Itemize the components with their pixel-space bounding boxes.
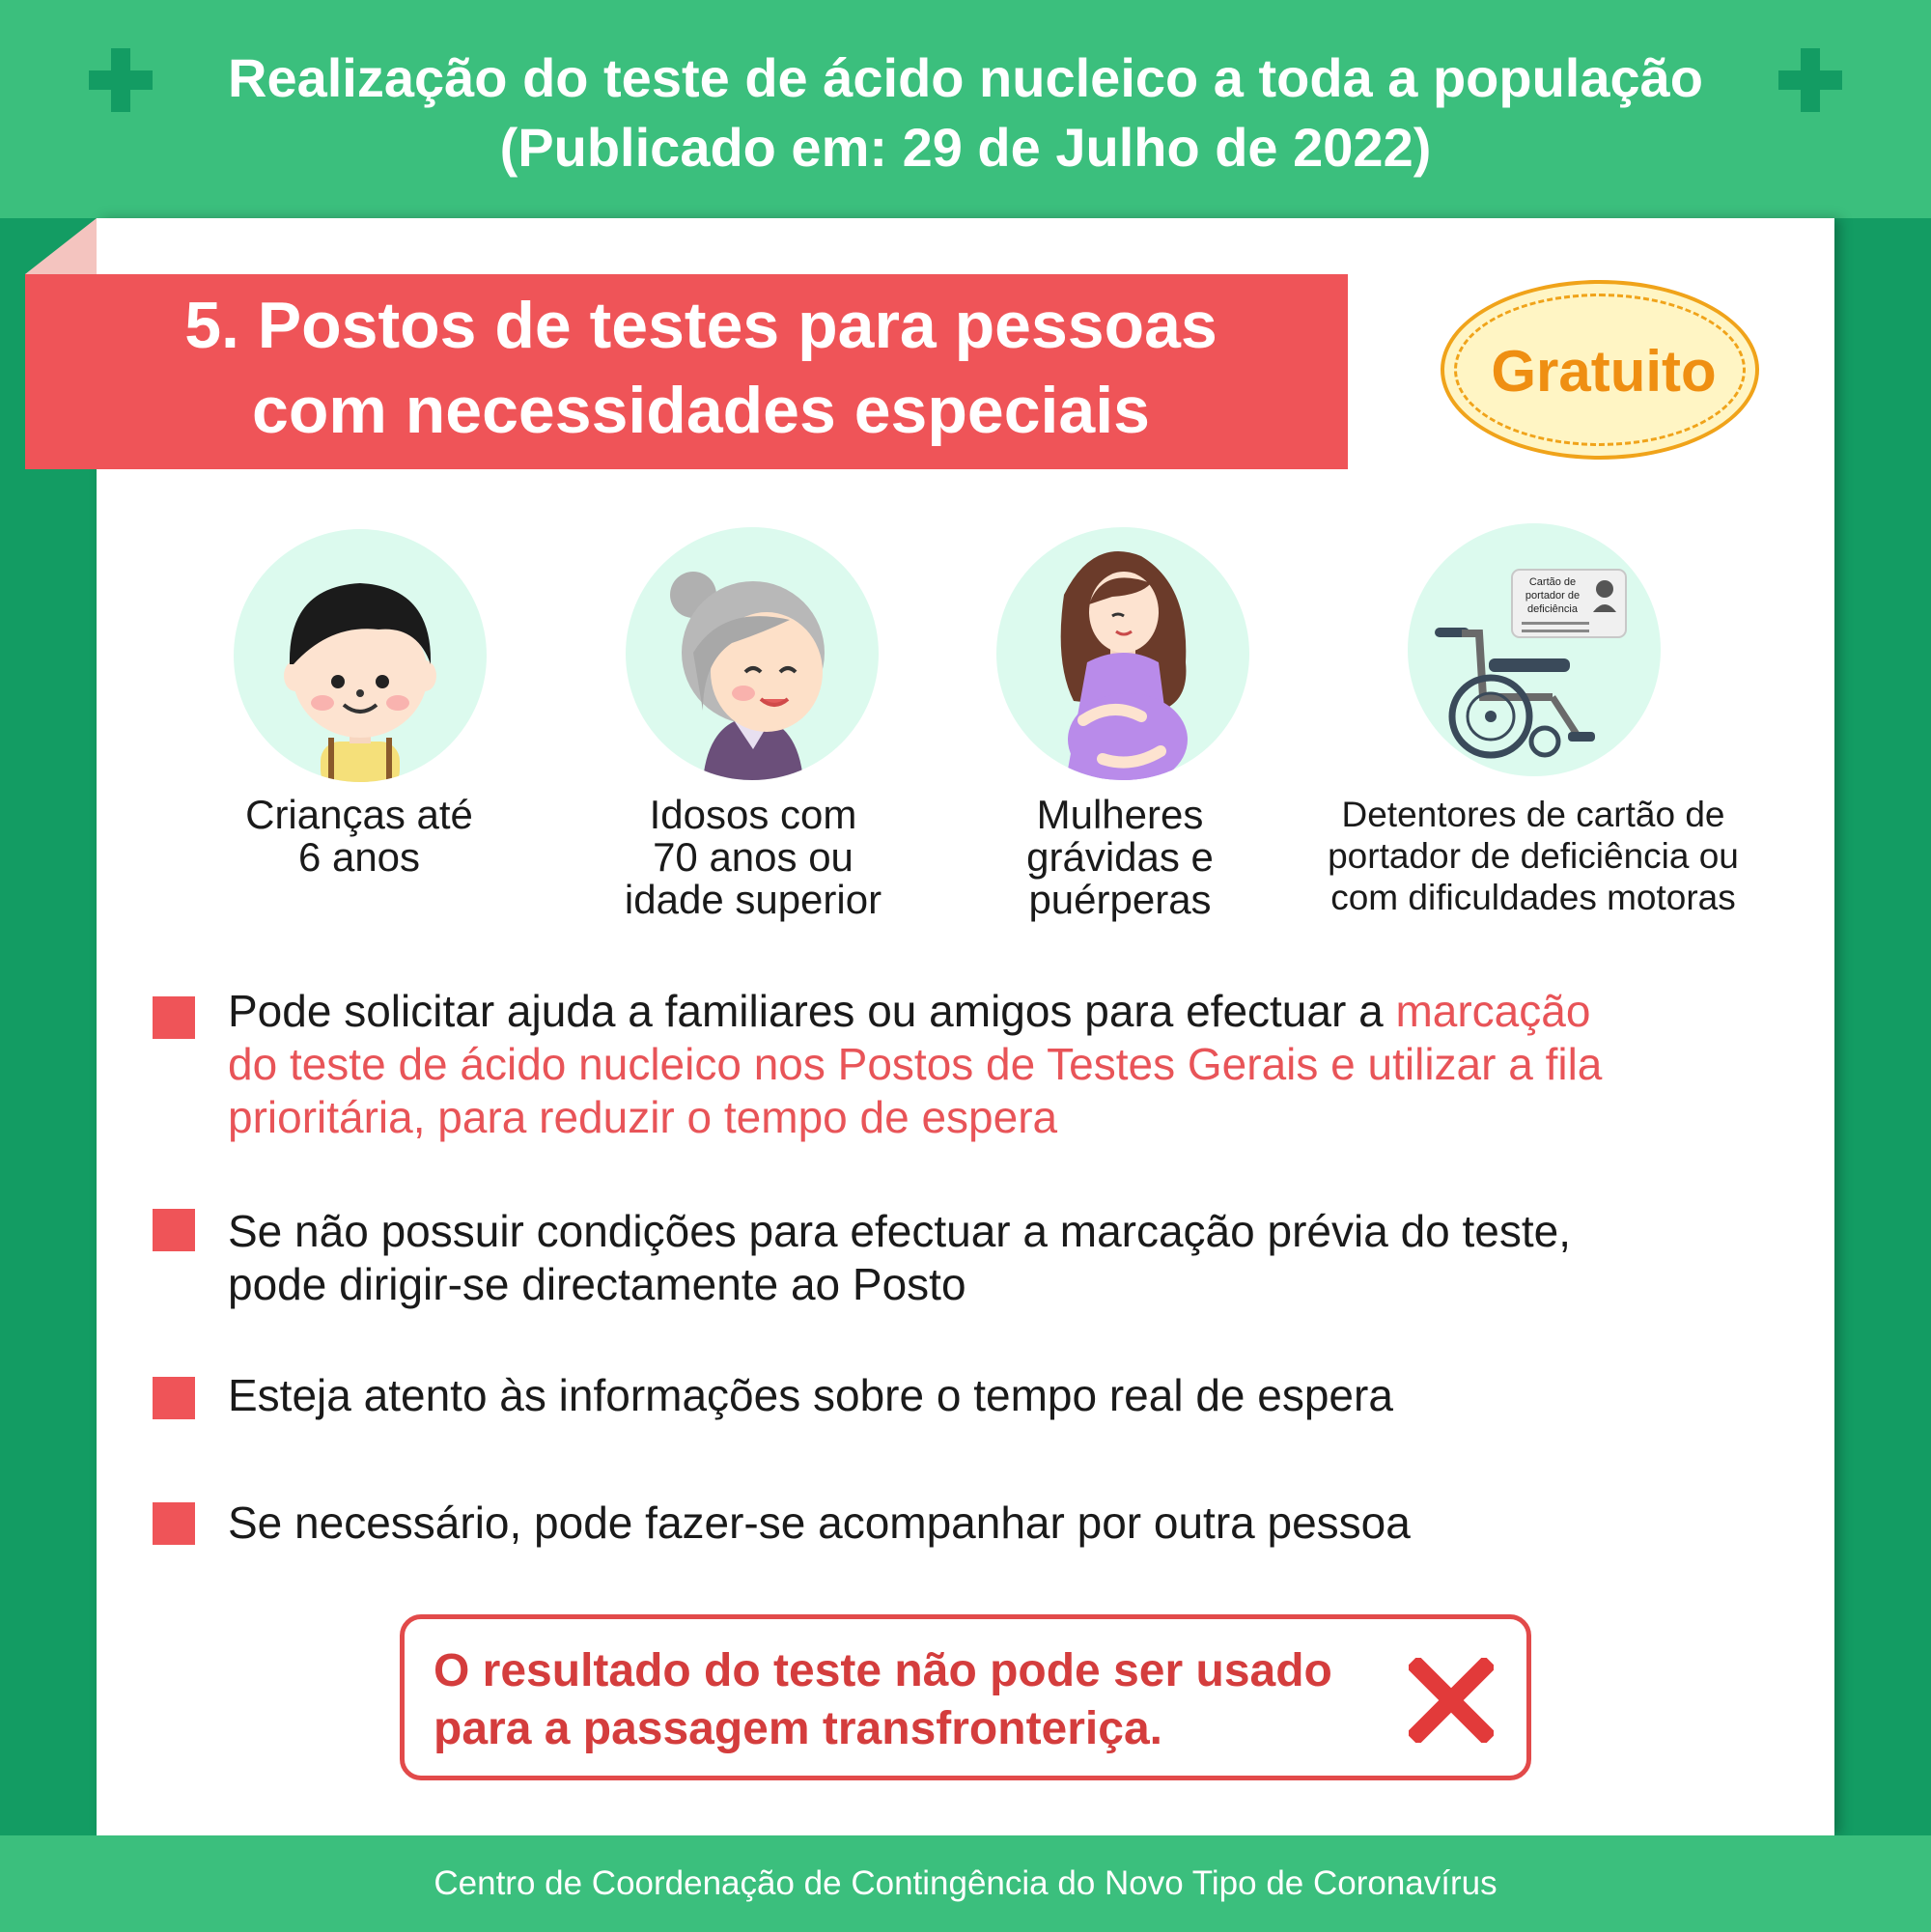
child-icon — [234, 529, 487, 782]
svg-text:portador de: portador de — [1525, 590, 1581, 602]
publish-date: (Publicado em: 29 de Julho de 2022) — [499, 117, 1432, 178]
bullet-marker — [153, 1502, 195, 1545]
pregnant-woman-icon — [996, 527, 1249, 780]
warning-line1: O resultado do teste não pode ser usado — [434, 1645, 1332, 1696]
footer-bar — [0, 1835, 1931, 1932]
bullet-text-3: Esteja atento às informações sobre o tempo real de espera — [228, 1370, 1393, 1420]
bullet-marker — [153, 996, 195, 1039]
svg-text:Cartão de: Cartão de — [1528, 576, 1577, 588]
bullet-1-highlight: prioritária, para reduzir o tempo de espera — [228, 1092, 1058, 1142]
section-banner — [25, 274, 1348, 469]
section-title-line1: 5. Postos de testes para pessoas — [184, 289, 1217, 362]
header-title: Realização do teste de ácido nucleico a toda a população — [228, 47, 1703, 108]
svg-text:deficiência: deficiência — [1527, 603, 1578, 615]
bullet-1-highlight: marcação — [1395, 986, 1591, 1036]
warning-line2: para a passagem transfronteriça. — [434, 1703, 1162, 1754]
group-caption-disability: Detentores de cartão de portador de deficiência ou com dificuldades motoras — [1328, 795, 1739, 917]
bullet-1-plain: Pode solicitar ajuda a familiares ou amigos para efectuar a — [228, 986, 1396, 1036]
group-caption-pregnant: Mulheres grávidas e puérperas — [1026, 792, 1214, 922]
header-bar — [0, 0, 1931, 218]
bullet-text-1 — [228, 985, 1753, 1144]
badge-label: Gratuito — [1491, 339, 1717, 404]
bullet-text-4: Se necessário, pode fazer-se acompanhar por outra pessoa — [228, 1498, 1411, 1548]
group-caption-children: Crianças até 6 anos — [245, 792, 473, 880]
bullet-text-2 — [228, 1205, 1753, 1311]
bullet-marker — [153, 1377, 195, 1419]
section-title-line2: com necessidades especiais — [252, 374, 1150, 447]
elderly-woman-icon — [626, 527, 879, 780]
free-badge — [1441, 280, 1759, 460]
wheelchair-icon — [1408, 523, 1661, 776]
bullet-2-line2: pode dirigir-se directamente ao Posto — [228, 1259, 966, 1309]
cross-icon — [1409, 1658, 1494, 1743]
footer-text: Centro de Coordenação de Contingência do Novo Tipo de Coronavírus — [434, 1864, 1497, 1902]
bullet-1-highlight: do teste de ácido nucleico nos Postos de Testes Gerais e utilizar a fila — [228, 1039, 1603, 1089]
bullet-2-line1: Se não possuir condições para efectuar a marcação prévia do teste, — [228, 1206, 1572, 1256]
bullet-marker — [153, 1209, 195, 1251]
page-fold-decoration — [25, 218, 97, 274]
warning-box — [400, 1614, 1531, 1780]
group-caption-elderly: Idosos com 70 anos ou idade superior — [624, 792, 882, 922]
